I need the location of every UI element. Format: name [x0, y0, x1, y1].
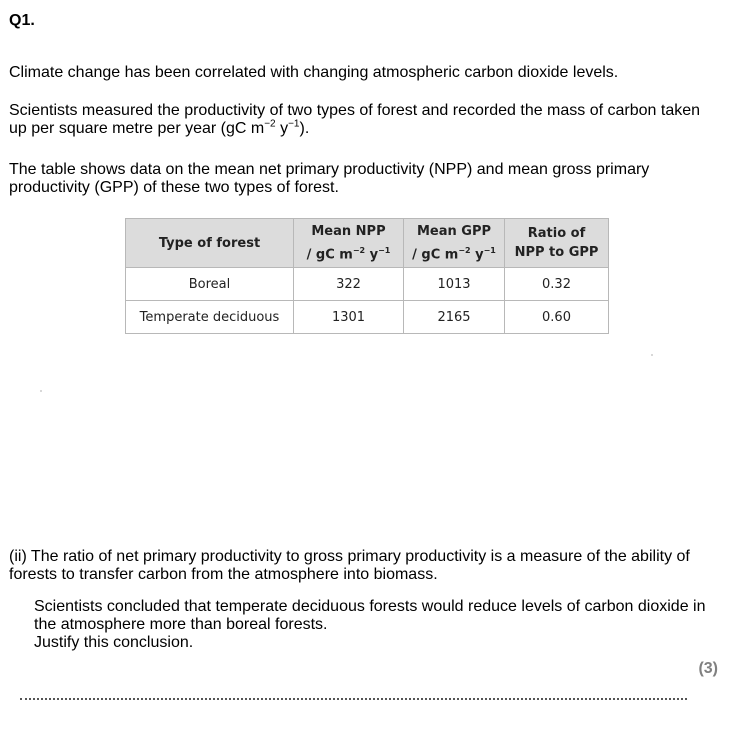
method-paragraph: [9, 102, 714, 138]
unit-exponent: −2: [264, 118, 276, 130]
header-npp-unit: / gC m: [306, 247, 353, 263]
instruction-text: Justify this conclusion.: [34, 634, 194, 651]
header-gpp-line1: Mean GPP: [416, 223, 492, 239]
cell-gpp: 2165: [404, 301, 505, 334]
scan-speck: [651, 354, 653, 356]
cell-ratio: 0.32: [505, 268, 609, 301]
answer-line[interactable]: [20, 698, 687, 700]
table-intro-paragraph: The table shows data on the mean net primary productivity (NPP) and mean gross primary productivity (GPP) of these two types of forest.: [9, 161, 650, 196]
unit-exponent: −1: [378, 245, 391, 255]
marks-label: (3): [698, 660, 718, 677]
header-ratio-line1: Ratio of: [527, 226, 586, 241]
header-ratio-line2: NPP to GPP: [514, 245, 599, 260]
scan-speck: [40, 390, 42, 392]
table-row: [126, 268, 609, 301]
unit-close: ).: [299, 120, 310, 137]
cell-forest-type: Temperate deciduous: [126, 301, 294, 334]
intro-paragraph: Climate change has been correlated with changing atmospheric carbon dioxide levels.: [9, 64, 619, 81]
table-header-row: [126, 219, 609, 268]
header-mean-gpp: [404, 219, 505, 268]
unit-exponent: −1: [483, 245, 496, 255]
cell-npp: 322: [294, 268, 404, 301]
header-gpp-unit: / gC m: [412, 247, 459, 263]
header-type-of-forest: Type of forest: [126, 219, 294, 268]
header-ratio: [505, 219, 609, 268]
unit-exponent: −2: [352, 245, 366, 255]
question-number: Q1.: [9, 12, 35, 29]
conclusion-block: [34, 598, 714, 652]
cell-gpp: 1013: [404, 268, 505, 301]
forest-productivity-table: [125, 218, 609, 334]
unit-y: y: [365, 247, 379, 263]
header-mean-npp: [294, 219, 404, 268]
table-row: [126, 301, 609, 334]
unit-exponent: −1: [288, 118, 300, 130]
unit-y: y: [470, 247, 484, 263]
cell-npp: 1301: [294, 301, 404, 334]
unit-y: y: [275, 120, 289, 137]
method-text: Scientists measured the productivity of two types of forest and recorded the mass of carbon taken up per square metre per year (gC m: [9, 102, 701, 137]
unit-exponent: −2: [458, 245, 471, 255]
conclusion-text: Scientists concluded that temperate deciduous forests would reduce levels of carbon dioxide in the atmosphere more than boreal forests.: [34, 598, 706, 633]
part-ii-paragraph: (ii) The ratio of net primary productivity to gross primary productivity is a measure of the ability of forests to transfer carbon from the atmosphere into biomass.: [9, 548, 690, 583]
cell-ratio: 0.60: [505, 301, 609, 334]
header-npp-line1: Mean NPP: [311, 223, 386, 239]
cell-forest-type: Boreal: [126, 268, 294, 301]
